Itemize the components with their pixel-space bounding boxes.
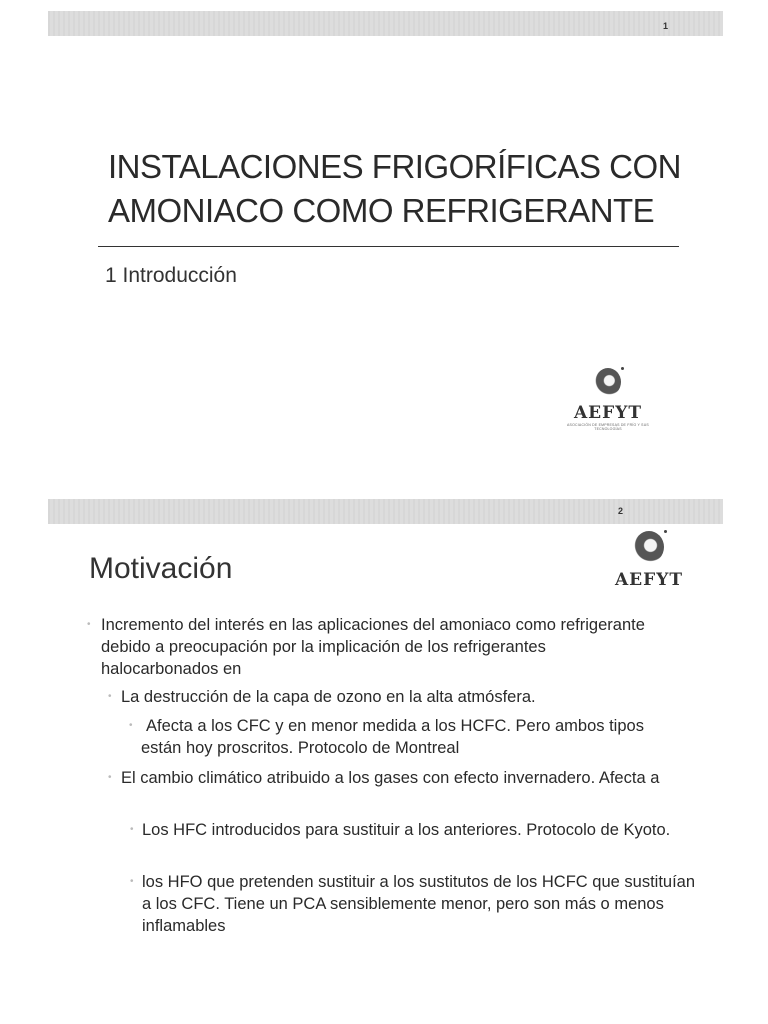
bullet-text: Los HFC introducidos para sustituir a los anteriores. Protocolo de Kyoto.	[142, 821, 671, 839]
bullet-text: La destrucción de la capa de ozono en la alta atmósfera.	[121, 688, 536, 706]
bullet-level-3	[130, 819, 702, 841]
page-number: 2	[617, 506, 623, 516]
bullet-level-2	[108, 686, 681, 708]
logo-text: AEFYT	[614, 570, 683, 590]
bullet-dot-icon: •	[129, 720, 133, 731]
bullet-dot-icon: •	[130, 876, 134, 887]
slide-1	[0, 0, 768, 490]
bullet-dot-icon: •	[87, 619, 91, 630]
slide-header-bar	[48, 11, 723, 36]
bullet-dot-icon: •	[130, 824, 134, 835]
title-line-1: INSTALACIONES FRIGORÍFICAS CON	[108, 148, 681, 185]
bullet-level-2	[108, 767, 681, 789]
aefyt-logo	[607, 531, 691, 590]
bullet-text: El cambio climático atribuido a los gases con efecto invernadero. Afecta a	[121, 769, 660, 787]
bullet-text: Incremento del interés en las aplicaciones del amoniaco como refrigerante debido a preocupación por la implicación de los refrigerantes halocarbonados en	[101, 616, 645, 678]
bullet-level-1	[87, 614, 661, 680]
slide-2	[0, 490, 768, 1024]
bullet-text: Afecta a los CFC y en menor medida a los HCFC. Pero ambos tipos están hoy proscritos. Protocolo de Montreal	[141, 717, 644, 757]
slide-subtitle: 1 Introducción	[105, 264, 237, 287]
logo-subtext: ASOCIACIÓN DE EMPRESAS DE FRÍO Y SUS TECNOLOGÍAS	[567, 423, 649, 431]
slide-heading: Motivación	[89, 552, 233, 585]
bullet-dot-icon: •	[108, 772, 112, 783]
logo-text: AEFYT	[573, 403, 642, 423]
bullet-level-3	[129, 715, 681, 759]
logo-mark-icon	[634, 531, 664, 563]
title-line-2: AMONIACO COMO REFRIGERANTE	[108, 192, 655, 229]
logo-mark-icon	[595, 368, 621, 396]
bullet-text: los HFO que pretenden sustituir a los sustitutos de los HCFC que sustituían a los CFC. Tiene un PCA sensiblemente menor, pero son más o menos inflamables	[142, 873, 696, 935]
bullet-dot-icon: •	[108, 691, 112, 702]
bullet-level-3	[130, 871, 702, 937]
aefyt-logo	[566, 368, 650, 431]
title-divider	[98, 246, 679, 247]
page-number: 1	[662, 21, 668, 31]
slide-title	[108, 145, 708, 233]
